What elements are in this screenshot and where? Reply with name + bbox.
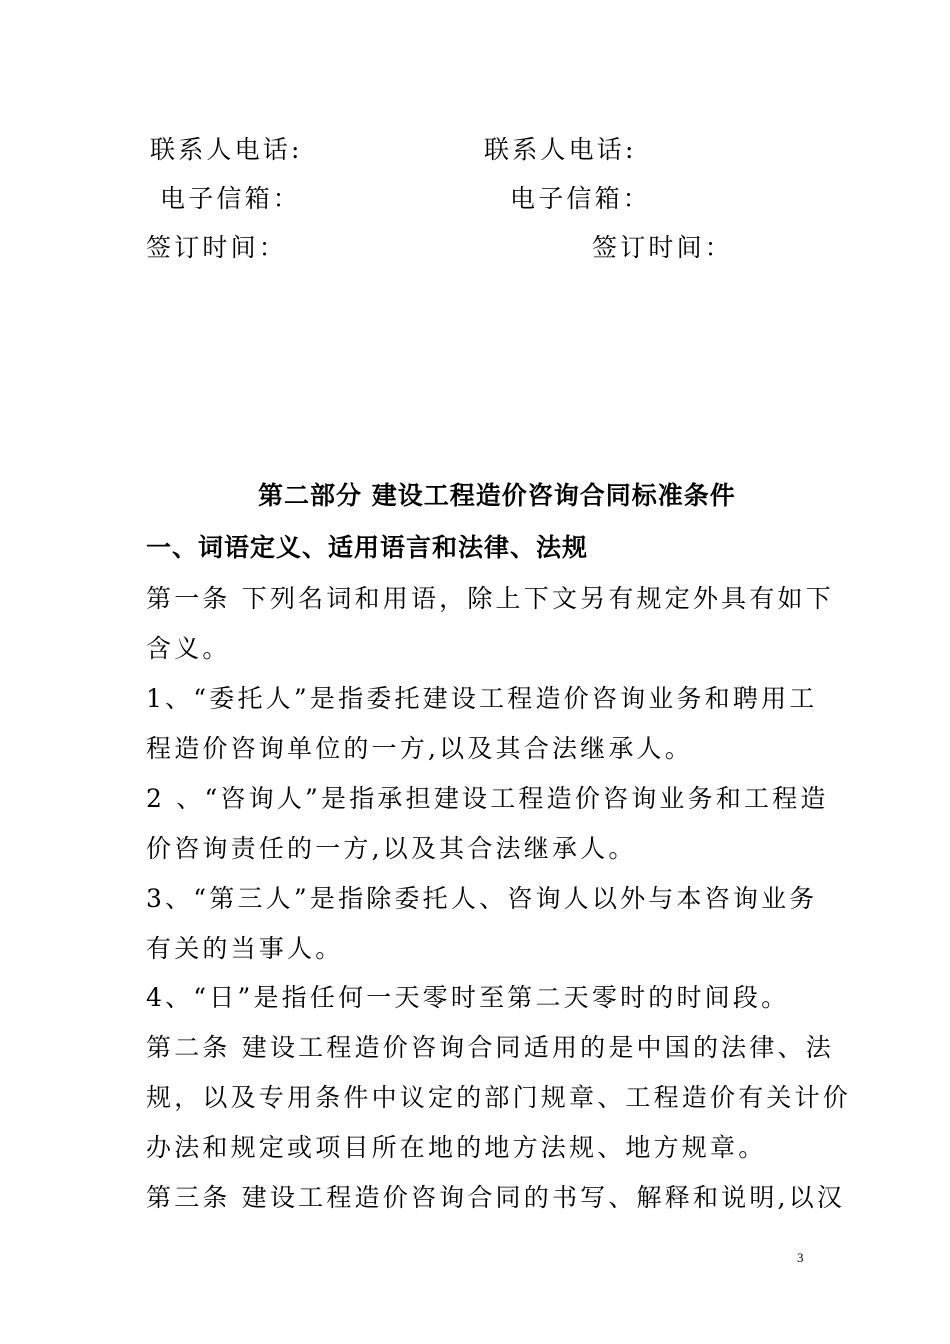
- body-line: 第三条 建设工程造价咨询合同的书写、解释和说明,以汉: [146, 1183, 846, 1212]
- body-line: 4、“日”是指任何一天零时至第二天零时的时间段。: [146, 983, 790, 1012]
- left-contact-phone-label: 联系人电话:: [150, 135, 303, 164]
- right-sign-date-label: 签订时间：: [592, 233, 734, 262]
- left-sign-date-label: 签订时间：: [146, 233, 288, 262]
- body-line: 3、“第三人”是指除委托人、咨询人以外与本咨询业务: [146, 884, 818, 913]
- part-title: 第二部分 建设工程造价咨询合同标准条件: [258, 481, 736, 510]
- body-line: 规，以及专用条件中议定的部门规章、工程造价有关计价: [146, 1083, 852, 1112]
- section-title: 一、词语定义、适用语言和法律、法规: [146, 533, 589, 562]
- body-line: 含义。: [146, 634, 231, 663]
- body-line: 价咨询责任的一方,以及其合法继承人。: [146, 834, 637, 863]
- body-line: 1、“委托人”是指委托建设工程造价咨询业务和聘用工: [146, 684, 818, 713]
- left-email-label: 电子信箱：: [160, 184, 302, 213]
- body-line: 程造价咨询单位的一方,以及其合法继承人。: [146, 734, 693, 763]
- body-line: 有关的当事人。: [146, 934, 344, 963]
- body-line: 办法和规定或项目所在地的地方法规、地方规章。: [146, 1133, 767, 1162]
- right-contact-phone-label: 联系人电话:: [484, 135, 637, 164]
- body-line: 第二条 建设工程造价咨询合同适用的是中国的法律、法: [146, 1033, 834, 1062]
- right-email-label: 电子信箱：: [510, 184, 652, 213]
- body-line: 第一条 下列名词和用语，除上下文另有规定外具有如下: [146, 584, 834, 613]
- body-line: 2 、“咨询人”是指承担建设工程造价咨询业务和工程造: [146, 784, 829, 813]
- page-number: 3: [797, 1250, 804, 1265]
